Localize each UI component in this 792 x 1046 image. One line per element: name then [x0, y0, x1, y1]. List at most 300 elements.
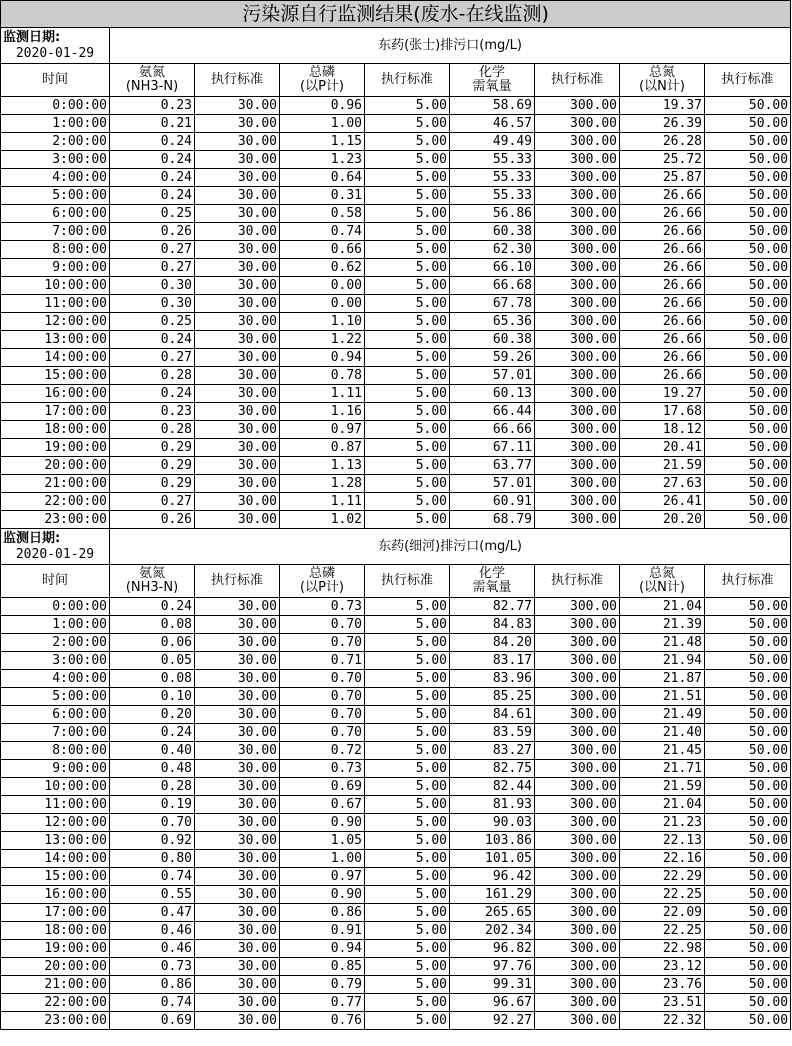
cell-time: 18:00:00: [1, 421, 110, 439]
cell-tp: 0.97: [280, 868, 365, 886]
cell-cod-standard: 300.00: [535, 115, 620, 133]
column-header-nh3n-standard: 执行标准: [195, 565, 280, 598]
cell-tn-standard: 50.00: [705, 994, 791, 1012]
cell-tp-standard: 5.00: [365, 598, 450, 616]
cell-tn-standard: 50.00: [705, 886, 791, 904]
cell-tn: 22.25: [620, 886, 705, 904]
cell-tp: 1.11: [280, 385, 365, 403]
cell-tn: 21.59: [620, 457, 705, 475]
cell-time: 5:00:00: [1, 688, 110, 706]
cell-tp: 0.70: [280, 688, 365, 706]
cell-time: 2:00:00: [1, 634, 110, 652]
cell-time: 8:00:00: [1, 742, 110, 760]
cell-tp-standard: 5.00: [365, 421, 450, 439]
cell-tp: 0.96: [280, 97, 365, 115]
cell-cod-standard: 300.00: [535, 994, 620, 1012]
table-row: [1, 187, 791, 205]
cell-nh3n-standard: 30.00: [195, 277, 280, 295]
cell-tp: 0.70: [280, 670, 365, 688]
table-row: [1, 1012, 791, 1030]
cell-time: 12:00:00: [1, 313, 110, 331]
table-row: [1, 706, 791, 724]
cell-tp: 0.70: [280, 706, 365, 724]
cell-cod-standard: 300.00: [535, 1012, 620, 1030]
cell-nh3n-standard: 30.00: [195, 634, 280, 652]
cell-tp-standard: 5.00: [365, 796, 450, 814]
cell-tp-standard: 5.00: [365, 151, 450, 169]
cell-tn: 23.76: [620, 976, 705, 994]
cell-tn-standard: 50.00: [705, 493, 791, 511]
cell-nh3n: 0.23: [110, 97, 195, 115]
cell-tn-standard: 50.00: [705, 706, 791, 724]
cell-tn-standard: 50.00: [705, 385, 791, 403]
table-row: [1, 598, 791, 616]
cell-tn-standard: 50.00: [705, 97, 791, 115]
cell-cod-standard: 300.00: [535, 133, 620, 151]
cell-tp-standard: 5.00: [365, 868, 450, 886]
cell-time: 14:00:00: [1, 850, 110, 868]
cell-tn: 21.39: [620, 616, 705, 634]
cell-nh3n-standard: 30.00: [195, 724, 280, 742]
table-row: [1, 205, 791, 223]
table-row: [1, 634, 791, 652]
cell-nh3n-standard: 30.00: [195, 688, 280, 706]
cell-tn-standard: 50.00: [705, 940, 791, 958]
cell-tp-standard: 5.00: [365, 133, 450, 151]
cell-cod-standard: 300.00: [535, 295, 620, 313]
cell-tn: 20.20: [620, 511, 705, 529]
cell-time: 16:00:00: [1, 385, 110, 403]
cell-cod: 55.33: [450, 151, 535, 169]
cell-tp: 0.87: [280, 439, 365, 457]
cell-nh3n-standard: 30.00: [195, 313, 280, 331]
cell-tp-standard: 5.00: [365, 349, 450, 367]
cell-nh3n: 0.28: [110, 421, 195, 439]
cell-tp-standard: 5.00: [365, 475, 450, 493]
cell-nh3n-standard: 30.00: [195, 922, 280, 940]
cell-cod-standard: 300.00: [535, 634, 620, 652]
cell-tn: 21.71: [620, 760, 705, 778]
table-row: [1, 313, 791, 331]
cell-time: 3:00:00: [1, 652, 110, 670]
cell-cod: 63.77: [450, 457, 535, 475]
cell-cod: 62.30: [450, 241, 535, 259]
cell-nh3n-standard: 30.00: [195, 475, 280, 493]
cell-tp: 0.94: [280, 349, 365, 367]
cell-cod-standard: 300.00: [535, 223, 620, 241]
cell-nh3n-standard: 30.00: [195, 259, 280, 277]
table-row: [1, 778, 791, 796]
cell-nh3n-standard: 30.00: [195, 385, 280, 403]
cell-cod-standard: 300.00: [535, 940, 620, 958]
table-row: [1, 850, 791, 868]
cell-cod: 82.75: [450, 760, 535, 778]
cell-tn: 21.94: [620, 652, 705, 670]
cell-nh3n: 0.73: [110, 958, 195, 976]
table-row: [1, 241, 791, 259]
cell-tp-standard: 5.00: [365, 958, 450, 976]
cell-tn-standard: 50.00: [705, 742, 791, 760]
table-row: [1, 169, 791, 187]
column-header-time: 时间: [1, 64, 110, 97]
cell-tn-standard: 50.00: [705, 403, 791, 421]
cell-time: 1:00:00: [1, 115, 110, 133]
cell-tn-standard: 50.00: [705, 115, 791, 133]
cell-cod: 59.26: [450, 349, 535, 367]
column-header-row: [1, 64, 791, 97]
table-row: [1, 724, 791, 742]
cell-time: 5:00:00: [1, 187, 110, 205]
cell-cod-standard: 300.00: [535, 688, 620, 706]
cell-tn: 17.68: [620, 403, 705, 421]
table-row: [1, 688, 791, 706]
cell-tn-standard: 50.00: [705, 832, 791, 850]
cell-cod-standard: 300.00: [535, 349, 620, 367]
cell-nh3n-standard: 30.00: [195, 241, 280, 259]
cell-nh3n: 0.28: [110, 778, 195, 796]
cell-tn: 26.28: [620, 133, 705, 151]
cell-tp: 0.79: [280, 976, 365, 994]
cell-cod: 67.11: [450, 439, 535, 457]
cell-tp: 1.28: [280, 475, 365, 493]
cell-cod: 57.01: [450, 475, 535, 493]
cell-nh3n: 0.27: [110, 493, 195, 511]
cell-nh3n-standard: 30.00: [195, 814, 280, 832]
cell-cod: 83.27: [450, 742, 535, 760]
cell-tp-standard: 5.00: [365, 922, 450, 940]
cell-nh3n-standard: 30.00: [195, 349, 280, 367]
cell-cod: 97.76: [450, 958, 535, 976]
cell-nh3n: 0.27: [110, 349, 195, 367]
cell-tp-standard: 5.00: [365, 976, 450, 994]
cell-nh3n-standard: 30.00: [195, 205, 280, 223]
cell-nh3n: 0.29: [110, 475, 195, 493]
cell-tp: 0.00: [280, 295, 365, 313]
column-header-cod: 化学 需氧量: [450, 565, 535, 598]
cell-tp: 0.94: [280, 940, 365, 958]
cell-tn-standard: 50.00: [705, 868, 791, 886]
cell-tn-standard: 50.00: [705, 295, 791, 313]
cell-nh3n: 0.08: [110, 670, 195, 688]
cell-tp-standard: 5.00: [365, 742, 450, 760]
column-header-nh3n: 氨氮 (NH3-N): [110, 64, 195, 97]
cell-tn: 26.66: [620, 313, 705, 331]
cell-cod: 60.13: [450, 385, 535, 403]
cell-nh3n: 0.24: [110, 187, 195, 205]
cell-tp-standard: 5.00: [365, 205, 450, 223]
cell-tp: 0.90: [280, 814, 365, 832]
cell-cod-standard: 300.00: [535, 760, 620, 778]
cell-time: 0:00:00: [1, 97, 110, 115]
cell-tp: 0.97: [280, 421, 365, 439]
cell-time: 10:00:00: [1, 277, 110, 295]
table-row: [1, 493, 791, 511]
table-row: [1, 886, 791, 904]
cell-tn-standard: 50.00: [705, 475, 791, 493]
cell-cod: 57.01: [450, 367, 535, 385]
cell-cod: 85.25: [450, 688, 535, 706]
cell-cod: 66.68: [450, 277, 535, 295]
cell-nh3n: 0.19: [110, 796, 195, 814]
cell-tp-standard: 5.00: [365, 724, 450, 742]
cell-tn-standard: 50.00: [705, 688, 791, 706]
cell-tn: 26.66: [620, 295, 705, 313]
cell-tn-standard: 50.00: [705, 634, 791, 652]
cell-cod: 56.86: [450, 205, 535, 223]
cell-cod: 60.38: [450, 331, 535, 349]
cell-tp-standard: 5.00: [365, 706, 450, 724]
cell-tp: 1.10: [280, 313, 365, 331]
cell-nh3n: 0.24: [110, 385, 195, 403]
cell-tp-standard: 5.00: [365, 169, 450, 187]
cell-tn: 21.23: [620, 814, 705, 832]
cell-tn: 19.27: [620, 385, 705, 403]
cell-time: 7:00:00: [1, 223, 110, 241]
cell-nh3n: 0.28: [110, 367, 195, 385]
monitoring-date-label: 监测日期:: [3, 530, 61, 546]
cell-nh3n: 0.24: [110, 598, 195, 616]
cell-cod-standard: 300.00: [535, 385, 620, 403]
cell-time: 3:00:00: [1, 151, 110, 169]
cell-tp: 1.05: [280, 832, 365, 850]
cell-tn: 26.66: [620, 241, 705, 259]
cell-cod: 66.10: [450, 259, 535, 277]
cell-cod-standard: 300.00: [535, 868, 620, 886]
cell-nh3n-standard: 30.00: [195, 511, 280, 529]
cell-cod-standard: 300.00: [535, 922, 620, 940]
cell-cod: 66.44: [450, 403, 535, 421]
table-row: [1, 331, 791, 349]
table-row: [1, 403, 791, 421]
cell-cod-standard: 300.00: [535, 259, 620, 277]
table-row: [1, 832, 791, 850]
cell-tn-standard: 50.00: [705, 778, 791, 796]
cell-nh3n: 0.24: [110, 724, 195, 742]
cell-cod: 99.31: [450, 976, 535, 994]
cell-time: 17:00:00: [1, 403, 110, 421]
cell-nh3n: 0.47: [110, 904, 195, 922]
cell-tp-standard: 5.00: [365, 187, 450, 205]
cell-nh3n-standard: 30.00: [195, 706, 280, 724]
table-row: [1, 742, 791, 760]
cell-cod-standard: 300.00: [535, 97, 620, 115]
cell-nh3n-standard: 30.00: [195, 904, 280, 922]
cell-cod-standard: 300.00: [535, 151, 620, 169]
cell-tp-standard: 5.00: [365, 886, 450, 904]
cell-nh3n: 0.27: [110, 259, 195, 277]
cell-tp-standard: 5.00: [365, 493, 450, 511]
column-header-tp-standard: 执行标准: [365, 64, 450, 97]
cell-nh3n: 0.06: [110, 634, 195, 652]
cell-time: 20:00:00: [1, 958, 110, 976]
cell-tp-standard: 5.00: [365, 1012, 450, 1030]
cell-cod-standard: 300.00: [535, 241, 620, 259]
cell-nh3n-standard: 30.00: [195, 886, 280, 904]
cell-nh3n: 0.27: [110, 241, 195, 259]
cell-tp-standard: 5.00: [365, 259, 450, 277]
cell-tp-standard: 5.00: [365, 331, 450, 349]
cell-tp: 0.90: [280, 886, 365, 904]
cell-tn: 21.48: [620, 634, 705, 652]
cell-time: 12:00:00: [1, 814, 110, 832]
cell-time: 15:00:00: [1, 367, 110, 385]
cell-time: 21:00:00: [1, 976, 110, 994]
cell-cod: 67.78: [450, 295, 535, 313]
cell-tp: 0.62: [280, 259, 365, 277]
cell-tp-standard: 5.00: [365, 439, 450, 457]
cell-tn: 27.63: [620, 475, 705, 493]
column-header-nh3n: 氨氮 (NH3-N): [110, 565, 195, 598]
cell-cod-standard: 300.00: [535, 187, 620, 205]
cell-nh3n-standard: 30.00: [195, 169, 280, 187]
cell-nh3n: 0.24: [110, 151, 195, 169]
table-row: [1, 958, 791, 976]
cell-time: 13:00:00: [1, 331, 110, 349]
cell-nh3n: 0.70: [110, 814, 195, 832]
cell-cod-standard: 300.00: [535, 886, 620, 904]
cell-tp: 0.71: [280, 652, 365, 670]
cell-tn: 21.40: [620, 724, 705, 742]
table-row: [1, 904, 791, 922]
cell-tp: 0.91: [280, 922, 365, 940]
cell-tn-standard: 50.00: [705, 169, 791, 187]
cell-nh3n-standard: 30.00: [195, 331, 280, 349]
table-row: [1, 97, 791, 115]
table-row: [1, 223, 791, 241]
cell-cod: 60.91: [450, 493, 535, 511]
cell-nh3n: 0.48: [110, 760, 195, 778]
cell-nh3n-standard: 30.00: [195, 670, 280, 688]
cell-tp-standard: 5.00: [365, 832, 450, 850]
table-row: [1, 115, 791, 133]
cell-time: 10:00:00: [1, 778, 110, 796]
cell-time: 0:00:00: [1, 598, 110, 616]
cell-tn-standard: 50.00: [705, 349, 791, 367]
cell-tp: 0.69: [280, 778, 365, 796]
column-header-cod: 化学 需氧量: [450, 64, 535, 97]
cell-time: 15:00:00: [1, 868, 110, 886]
cell-tn: 25.72: [620, 151, 705, 169]
cell-tn: 26.41: [620, 493, 705, 511]
cell-nh3n-standard: 30.00: [195, 223, 280, 241]
cell-cod: 49.49: [450, 133, 535, 151]
cell-nh3n: 0.69: [110, 1012, 195, 1030]
cell-tn-standard: 50.00: [705, 223, 791, 241]
cell-cod: 46.57: [450, 115, 535, 133]
cell-cod-standard: 300.00: [535, 475, 620, 493]
table-row: [1, 652, 791, 670]
cell-tp: 0.00: [280, 277, 365, 295]
cell-tn-standard: 50.00: [705, 277, 791, 295]
cell-tn: 21.49: [620, 706, 705, 724]
cell-tp: 1.13: [280, 457, 365, 475]
cell-cod-standard: 300.00: [535, 742, 620, 760]
cell-time: 4:00:00: [1, 169, 110, 187]
cell-tp: 0.70: [280, 724, 365, 742]
cell-nh3n: 0.10: [110, 688, 195, 706]
cell-nh3n: 0.30: [110, 277, 195, 295]
cell-cod: 83.59: [450, 724, 535, 742]
cell-tp: 0.31: [280, 187, 365, 205]
cell-tp: 1.00: [280, 115, 365, 133]
column-header-tn-standard: 执行标准: [705, 64, 791, 97]
cell-nh3n: 0.29: [110, 439, 195, 457]
cell-nh3n: 0.55: [110, 886, 195, 904]
cell-nh3n-standard: 30.00: [195, 958, 280, 976]
cell-cod-standard: 300.00: [535, 403, 620, 421]
cell-tp-standard: 5.00: [365, 457, 450, 475]
cell-time: 1:00:00: [1, 616, 110, 634]
cell-tn-standard: 50.00: [705, 511, 791, 529]
cell-tn: 20.41: [620, 439, 705, 457]
cell-nh3n: 0.40: [110, 742, 195, 760]
cell-cod: 68.79: [450, 511, 535, 529]
cell-tp: 0.76: [280, 1012, 365, 1030]
cell-cod: 60.38: [450, 223, 535, 241]
cell-cod: 265.65: [450, 904, 535, 922]
cell-tp-standard: 5.00: [365, 634, 450, 652]
cell-tn-standard: 50.00: [705, 421, 791, 439]
cell-tp-standard: 5.00: [365, 223, 450, 241]
cell-tp-standard: 5.00: [365, 778, 450, 796]
column-header-nh3n-standard: 执行标准: [195, 64, 280, 97]
cell-nh3n: 0.74: [110, 868, 195, 886]
cell-cod: 90.03: [450, 814, 535, 832]
table-row: [1, 457, 791, 475]
column-header-tp: 总磷 (以P计): [280, 64, 365, 97]
cell-cod-standard: 300.00: [535, 277, 620, 295]
cell-nh3n-standard: 30.00: [195, 778, 280, 796]
column-header-row: [1, 565, 791, 598]
cell-time: 20:00:00: [1, 457, 110, 475]
cell-nh3n: 0.05: [110, 652, 195, 670]
cell-tp-standard: 5.00: [365, 403, 450, 421]
cell-cod: 202.34: [450, 922, 535, 940]
cell-tn: 22.16: [620, 850, 705, 868]
cell-nh3n-standard: 30.00: [195, 940, 280, 958]
table-row: [1, 295, 791, 313]
cell-tp: 0.70: [280, 616, 365, 634]
monitoring-date-value: 2020-01-29: [15, 45, 95, 61]
cell-nh3n: 0.25: [110, 313, 195, 331]
cell-tp: 0.74: [280, 223, 365, 241]
monitoring-date-value: 2020-01-29: [15, 546, 95, 562]
cell-tp: 0.77: [280, 994, 365, 1012]
cell-cod: 83.17: [450, 652, 535, 670]
cell-cod: 55.33: [450, 169, 535, 187]
cell-nh3n-standard: 30.00: [195, 850, 280, 868]
table-row: [1, 133, 791, 151]
cell-cod-standard: 300.00: [535, 904, 620, 922]
table-row: [1, 760, 791, 778]
cell-tn: 26.66: [620, 259, 705, 277]
cell-cod-standard: 300.00: [535, 724, 620, 742]
cell-time: 23:00:00: [1, 1012, 110, 1030]
table-row: [1, 670, 791, 688]
column-header-cod-standard: 执行标准: [535, 64, 620, 97]
cell-nh3n-standard: 30.00: [195, 598, 280, 616]
cell-tp: 1.16: [280, 403, 365, 421]
cell-nh3n: 0.46: [110, 922, 195, 940]
cell-nh3n: 0.21: [110, 115, 195, 133]
cell-nh3n: 0.29: [110, 457, 195, 475]
cell-tn: 26.66: [620, 349, 705, 367]
cell-time: 16:00:00: [1, 886, 110, 904]
cell-tp-standard: 5.00: [365, 616, 450, 634]
cell-cod-standard: 300.00: [535, 976, 620, 994]
cell-tp-standard: 5.00: [365, 688, 450, 706]
cell-tn-standard: 50.00: [705, 457, 791, 475]
